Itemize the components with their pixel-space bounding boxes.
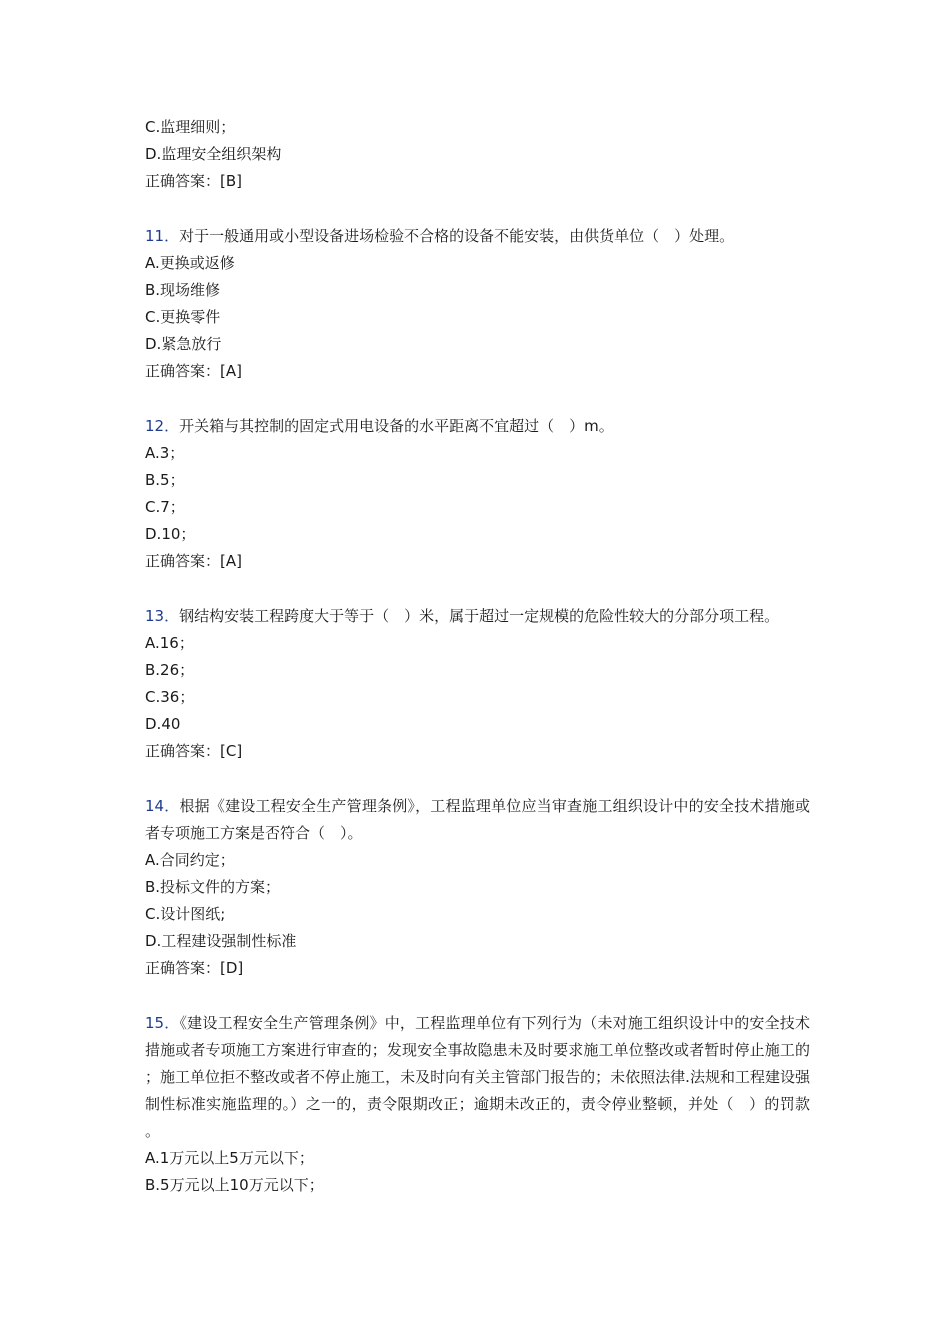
question-block-14 bbox=[145, 793, 810, 982]
option-d: D.工程建设强制性标准 bbox=[145, 932, 297, 950]
question-number: 13． bbox=[145, 607, 180, 625]
answer-line: 正确答案：[A] bbox=[145, 362, 242, 380]
question-text: 对于一般通用或小型设备进场检验不合格的设备不能安装，由供货单位（ ）处理。 bbox=[179, 227, 735, 245]
option-b: B.投标文件的方案； bbox=[145, 878, 281, 896]
option-a: A.更换或返修 bbox=[145, 254, 235, 272]
question-stem bbox=[145, 1010, 810, 1145]
option-c: C.监理细则； bbox=[145, 118, 236, 136]
question-block-10-tail bbox=[145, 114, 810, 195]
spacer bbox=[145, 385, 810, 413]
question-text: 开关箱与其控制的固定式用电设备的水平距离不宜超过（ ）m。 bbox=[179, 417, 614, 435]
option-b: B.5； bbox=[145, 471, 185, 489]
question-text: 《建设工程安全生产管理条例》中，工程监理单位有下列行为（未对施工组织设计中的安全技术措施或者专项施工方案进行审查的；发现安全事故隐患未及时要求施工单位整改或者暂时停止施工的；施工单位拒不整改或者不停止施工，未及时向有关主管部门报告的；未依照法律.法规和工程建设强制性标准实施监理的。）之一的，责令限期改正；逾期未改正的，责令停业整顿，并处（ ）的罚款。 bbox=[145, 1014, 810, 1140]
option-b: B.现场维修 bbox=[145, 281, 221, 299]
question-number: 12． bbox=[145, 417, 180, 435]
question-list bbox=[145, 114, 810, 1199]
option-a: A.16； bbox=[145, 634, 194, 652]
answer-line: 正确答案：[A] bbox=[145, 552, 242, 570]
option-c: C.更换零件 bbox=[145, 308, 221, 326]
answer-line: 正确答案：[D] bbox=[145, 959, 244, 977]
question-stem bbox=[145, 603, 810, 630]
option-b: B.5万元以上10万元以下； bbox=[145, 1176, 324, 1194]
question-block-11 bbox=[145, 223, 810, 385]
spacer bbox=[145, 195, 810, 223]
option-d: D.40 bbox=[145, 715, 181, 733]
spacer bbox=[145, 982, 810, 1010]
option-c: C.36； bbox=[145, 688, 195, 706]
question-stem bbox=[145, 223, 810, 250]
option-a: A.1万元以上5万元以下； bbox=[145, 1149, 314, 1167]
question-stem bbox=[145, 793, 810, 847]
question-number: 14． bbox=[145, 797, 180, 815]
question-block-13 bbox=[145, 603, 810, 765]
question-text: 钢结构安装工程跨度大于等于（ ）米，属于超过一定规模的危险性较大的分部分项工程。 bbox=[179, 607, 780, 625]
option-d: D.10； bbox=[145, 525, 196, 543]
question-stem bbox=[145, 413, 810, 440]
answer-line: 正确答案：[C] bbox=[145, 742, 243, 760]
spacer bbox=[145, 575, 810, 603]
answer-line: 正确答案：[B] bbox=[145, 172, 242, 190]
question-block-12 bbox=[145, 413, 810, 575]
option-a: A.合同约定； bbox=[145, 851, 235, 869]
question-number: 15． bbox=[145, 1014, 180, 1032]
question-block-15 bbox=[145, 1010, 810, 1199]
question-number: 11． bbox=[145, 227, 180, 245]
option-c: C.7； bbox=[145, 498, 185, 516]
option-a: A.3； bbox=[145, 444, 185, 462]
option-b: B.26； bbox=[145, 661, 195, 679]
option-d: D.紧急放行 bbox=[145, 335, 222, 353]
spacer bbox=[145, 765, 810, 793]
option-c: C.设计图纸; bbox=[145, 905, 226, 923]
question-text: 根据《建设工程安全生产管理条例》，工程监理单位应当审查施工组织设计中的安全技术措施或者专项施工方案是否符合（ ）。 bbox=[145, 797, 810, 842]
option-d: D.监理安全组织架构 bbox=[145, 145, 282, 163]
